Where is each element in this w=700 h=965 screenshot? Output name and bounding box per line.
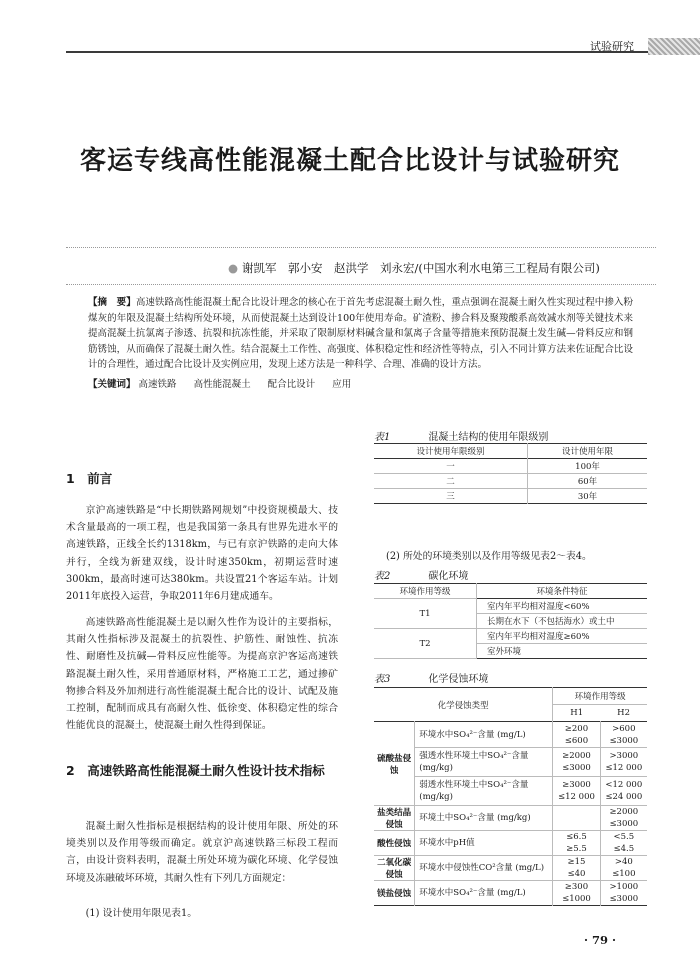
table-cell: 环境水中pH值 bbox=[415, 831, 553, 856]
dotted-divider-top bbox=[66, 247, 656, 248]
table-cell: 强透水性环境土中SO₄²⁻含量 (mg/kg) bbox=[415, 748, 553, 777]
table-row bbox=[374, 881, 647, 906]
authors: 谢凯军 郭小安 赵洪学 刘永宏/(中国水利水电第三工程局有限公司) bbox=[242, 261, 600, 275]
table-cell: 长期在水下（不包括海水）或土中 bbox=[477, 614, 648, 629]
table-cell: >600 ≤3000 bbox=[600, 722, 647, 748]
section-2-list-item-1 bbox=[66, 905, 338, 922]
table-1 bbox=[374, 443, 647, 504]
table-header: 化学侵蚀类型 bbox=[374, 688, 553, 722]
table-number: 表2 bbox=[374, 571, 391, 582]
keywords bbox=[88, 376, 633, 390]
header-texture-block bbox=[648, 38, 700, 55]
table-cell: ≥15 ≤40 bbox=[567, 857, 586, 879]
table-cell: ≥300 ≤1000 bbox=[562, 882, 591, 904]
table-header: H2 bbox=[617, 708, 630, 718]
table-number: 表3 bbox=[374, 674, 391, 685]
table-row bbox=[374, 831, 647, 856]
table-row bbox=[374, 856, 647, 881]
note-between-tables: (2) 所处的环境类别以及作用等级见表2～表4。 bbox=[386, 551, 592, 562]
paragraph-text: 混凝土耐久性指标是根据结构的设计使用年限、所处的环境类别以及作用等级而确定。就京沪高速铁路三标段工程而言，由设计资料表明，混凝土所处环境为碳化环境、化学侵蚀环境及冻融破坏环境，其耐久性有下列几方面规定： bbox=[66, 821, 338, 884]
page-number: · 79 · bbox=[584, 933, 617, 947]
paragraph-text: 高速铁路高性能混凝土是以耐久性作为设计的主要指标，其耐久性指标涉及混凝土的抗裂性、护筋性、耐蚀性、抗冻性、耐磨性及抗碱—骨料反应性能等。为提高京沪客运高速铁路混凝土耐久性，采用普通原材料，严格施工工艺，通过掺矿物掺合料及外加剂进行高性能混凝土配合比的设计、试配及施工控制，配制而成具有高耐久性、低徐变、体积稳定性的综合性能优良的混凝土，使混凝土耐久性得到保证。 bbox=[66, 617, 338, 732]
table-cell: 室外环境 bbox=[477, 644, 648, 659]
keywords-label: 【关键词】 bbox=[88, 379, 136, 390]
table-cell: 30年 bbox=[577, 492, 598, 502]
table-row bbox=[374, 806, 647, 831]
table-title: 混凝土结构的使用年限级别 bbox=[428, 432, 549, 443]
table-header: 设计使用年限 bbox=[562, 447, 614, 457]
abstract bbox=[88, 295, 633, 373]
table-row bbox=[374, 748, 647, 777]
table-cell: >1000 ≤3000 bbox=[600, 881, 647, 906]
table-cell: 弱透水性环境土中SO₄²⁻含量 (mg/kg) bbox=[415, 777, 553, 806]
section-1-paragraph-2 bbox=[66, 614, 338, 734]
table-cell: ≥2000 ≤3000 bbox=[562, 751, 591, 773]
paragraph-text: (1) 设计使用年限见表1。 bbox=[85, 908, 197, 919]
table-title: 化学侵蚀环境 bbox=[428, 674, 489, 685]
table-cell: 镁盐侵蚀 bbox=[374, 881, 415, 906]
table-cell: 硫酸盐侵蚀 bbox=[374, 722, 415, 806]
section-2-heading: 2 高速铁路高性能混凝土耐久性设计技术指标 bbox=[66, 763, 325, 778]
table-cell: 环境土中SO₄²⁻含量 (mg/kg) bbox=[415, 806, 553, 831]
table-cell: >40 ≤100 bbox=[600, 856, 647, 881]
table-cell: 室内年平均相对湿度<60% bbox=[477, 599, 648, 614]
table-cell: 环境水中SO₄²⁻含量 (mg/L) bbox=[415, 722, 553, 748]
table-header: 环境条件特征 bbox=[536, 587, 588, 597]
keyword: 应用 bbox=[332, 379, 352, 390]
table-cell: ≤6.5 ≥5.5 bbox=[566, 832, 587, 854]
keyword: 高速铁路 bbox=[138, 379, 177, 390]
abstract-label: 【摘 要】 bbox=[88, 297, 136, 308]
table-cell: ≥3000 ≤12 000 bbox=[558, 780, 595, 802]
table-3-caption bbox=[374, 670, 488, 685]
table-cell: 盐类结晶侵蚀 bbox=[374, 806, 415, 831]
section-tag: 试验研究 bbox=[590, 40, 634, 53]
table-header: 设计使用年限级别 bbox=[374, 444, 528, 459]
dotted-divider-bottom bbox=[66, 284, 656, 285]
table-cell: 二 bbox=[374, 474, 528, 489]
table-cell: 二氧化碳侵蚀 bbox=[374, 856, 415, 881]
paragraph-text: 京沪高速铁路是“中长期铁路网规划”中投资规模最大、技术含量最高的一项工程，也是我国第一条具有世界先进水平的高速铁路，正线全长约1318km，与已有京沪铁路的走向大体并行，全线为新建双线，设计时速350km，初期运营时速300km，最高时速可达380km。共设置21个客运车站。计划2011年底投入运营，争取2011年6月建成通车。 bbox=[66, 505, 338, 603]
table-row bbox=[374, 489, 647, 504]
table-row bbox=[374, 629, 647, 644]
table-2-caption bbox=[374, 567, 468, 582]
table-cell: ≥2000 ≤3000 bbox=[600, 806, 647, 831]
table-header: 环境作用等级 bbox=[374, 584, 477, 599]
table-2 bbox=[374, 583, 647, 659]
authors-line bbox=[228, 260, 600, 276]
table-1-caption bbox=[374, 428, 548, 443]
section-2-paragraph-1 bbox=[66, 818, 338, 887]
table-cell: <12 000 ≤24 000 bbox=[600, 777, 647, 806]
section-1-heading: 1 前言 bbox=[66, 471, 113, 486]
table-cell: 环境水中侵蚀性CO²含量 (mg/L) bbox=[415, 856, 553, 881]
table-cell: 室内年平均相对湿度≥60% bbox=[477, 629, 648, 644]
table-header: H1 bbox=[570, 708, 584, 718]
table-cell: 一 bbox=[374, 459, 528, 474]
table-row bbox=[374, 459, 647, 474]
table-number: 表1 bbox=[374, 432, 391, 443]
table-cell: T2 bbox=[374, 629, 477, 659]
table-3 bbox=[374, 687, 647, 906]
table-cell: 酸性侵蚀 bbox=[374, 831, 415, 856]
table-header: 环境作用等级 bbox=[553, 688, 647, 705]
table-cell: 60年 bbox=[577, 477, 598, 487]
section-1-paragraph-1 bbox=[66, 502, 338, 605]
abstract-text: 高速铁路高性能混凝土配合比设计理念的核心在于首先考虑混凝土耐久性，重点强调在混凝土耐久性实现过程中掺入粉煤灰的年限及混凝土结构所处环境，从而使混凝土达到设计100年使用寿命。矿渣粉、掺合料及聚羧酸系高效减水剂等关键技术来提高混凝土抗氯离子渗透、抗裂和抗冻性能，并采取了限制原材料碱含量和氯离子含量等措施来预防混凝土发生碱—骨料反应和钢筋锈蚀，从而确保了混凝土耐久性。结合混凝土工作性、高强度、体积稳定性和经济性等特点，引入不同计算方法来佐证配合比设计的合理性，通过配合比设计及实例应用，发现上述方法是一种科学、合理、准确的设计方法。 bbox=[88, 297, 633, 370]
header-rule bbox=[66, 51, 648, 53]
table-cell: <5.5 ≤4.5 bbox=[600, 831, 647, 856]
table-cell: ≥200 ≤600 bbox=[564, 723, 589, 746]
table-cell: >3000 ≤12 000 bbox=[600, 748, 647, 777]
table-row bbox=[374, 599, 647, 614]
table-cell: 环境水中SO₄²⁻含量 (mg/L) bbox=[415, 881, 553, 906]
keyword: 配合比设计 bbox=[267, 379, 316, 390]
article-title: 客运专线高性能混凝土配合比设计与试验研究 bbox=[79, 146, 620, 176]
table-cell: T1 bbox=[374, 599, 477, 629]
table-cell bbox=[553, 806, 600, 831]
table-cell: 三 bbox=[374, 489, 528, 504]
table-cell: 100年 bbox=[575, 462, 600, 472]
table-3-body bbox=[374, 722, 647, 906]
keyword: 高性能混凝土 bbox=[193, 379, 251, 390]
table-title: 碳化环境 bbox=[428, 571, 469, 582]
table-row bbox=[374, 777, 647, 806]
bullet-icon: ● bbox=[228, 261, 239, 275]
table-row bbox=[374, 474, 647, 489]
table-row bbox=[374, 722, 647, 748]
